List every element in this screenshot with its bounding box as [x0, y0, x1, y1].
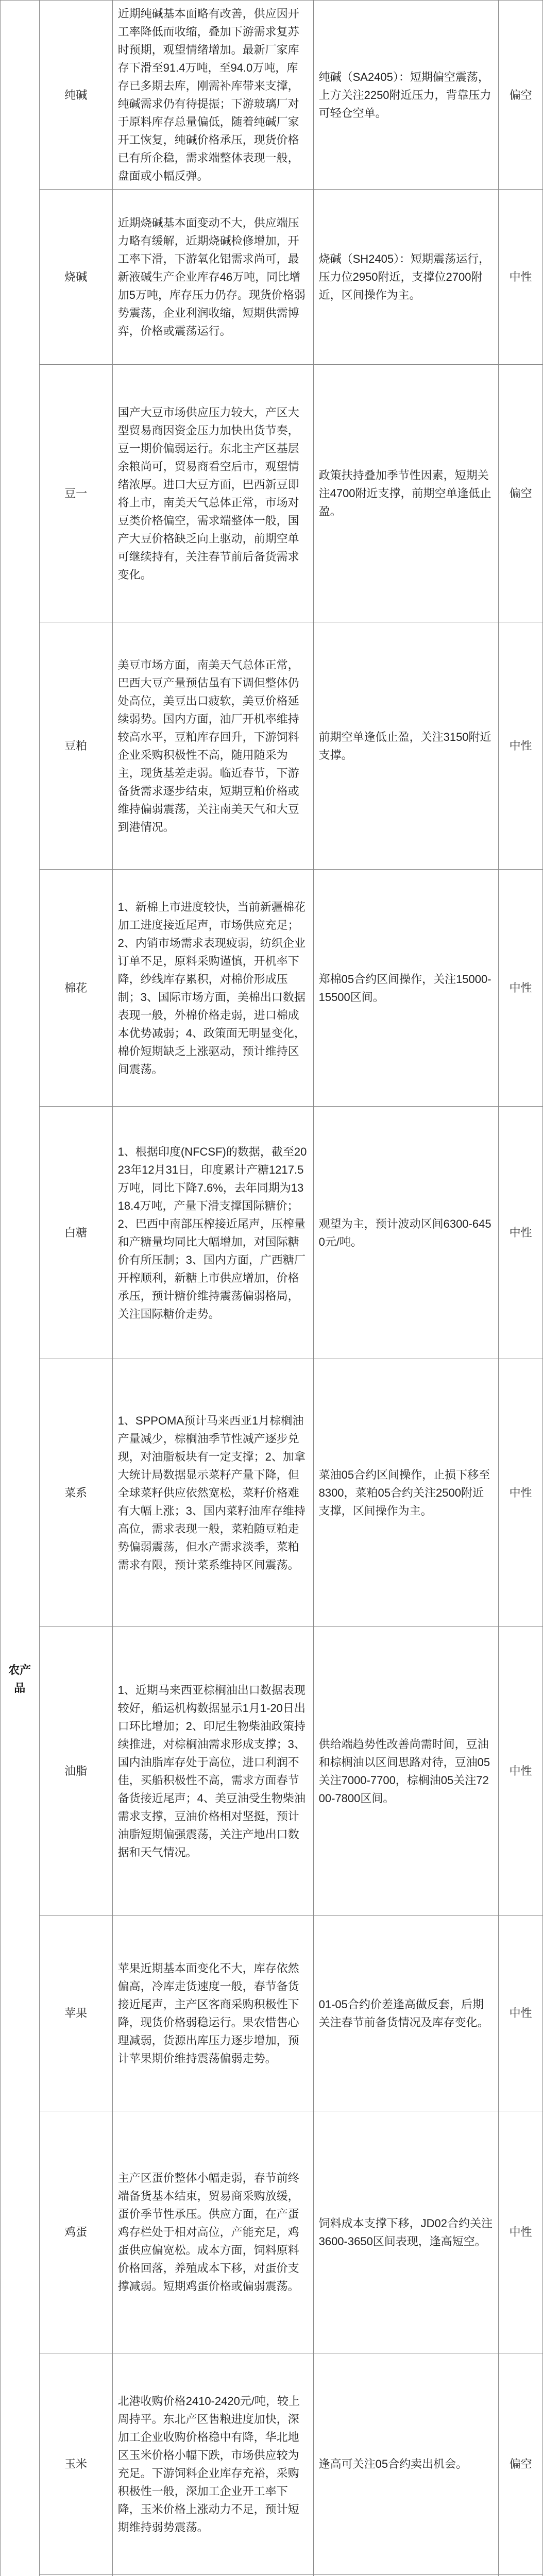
- summary-cell: 1、根据印度(NFCSF)的数据，截至2023年12月31日，印度累计产糖1217.5万吨，同比下降7.6%，去年同期为1318.4万吨，产量下滑支撑国际糖价；2、巴西中南部压榨接近尾声，压榨量和产糖量均同比大幅增加，对国际糖价有所压制；3、国内方面，广西糖厂开榨顺利，新糖上市供应增加，价格承压，预计糖价维持震荡偏弱格局，关注国际糖价走势。: [112, 1107, 313, 1359]
- rating-cell: 偏空: [499, 2353, 543, 2575]
- table-row: [1, 870, 543, 1107]
- strategy-cell: 纯碱（SA2405）：短期偏空震荡，上方关注2250附近压力，背靠压力可轻仓空单。: [313, 1, 499, 190]
- table-row: [1, 365, 543, 622]
- summary-cell: 国产大豆市场供应压力较大，产区大型贸易商因资金压力加快出货节奏，豆一期价偏弱运行。东北主产区基层余粮尚可，贸易商看空后市，观望情绪浓厚。进口大豆方面，巴西新豆即将上市，南美天气总体正常，市场对豆类价格偏空，需求端整体一般，国产大豆价格缺乏向上驱动，前期空单可继续持有，关注春节前后备货需求变化。: [112, 365, 313, 622]
- rating-cell: 中性: [499, 1916, 543, 2111]
- strategy-cell: 观望为主，预计波动区间6300-6450元/吨。: [313, 1107, 499, 1359]
- summary-cell: 美豆市场方面，南美天气总体正常，巴西大豆产量预估虽有下调但整体仍处高位，美豆出口疲软，美豆价格延续弱势。国内方面，油厂开机率维持较高水平，豆粕库存回升，下游饲料企业采购积极性不高，随用随采为主，现货基差走弱。临近春节，下游备货需求逐步结束，短期豆粕价格或维持偏弱震荡，关注南美天气和大豆到港情况。: [112, 622, 313, 870]
- strategy-cell: 烧碱（SH2405）：短期震荡运行，压力位2950附近，支撑位2700附近，区间操作为主。: [313, 190, 499, 365]
- summary-cell: 1、新棉上市进度较快，当前新疆棉花加工进度接近尾声，市场供应充足；2、内销市场需求表现疲弱，纺织企业订单不足，原料采购谨慎，开机率下降，纱线库存累积，对棉价形成压制；3、国际市场方面，美棉出口数据表现一般，外棉价格走弱，进口棉成本优势减弱；4、政策面无明显变化，棉价短期缺乏上涨驱动，预计维持区间震荡。: [112, 870, 313, 1107]
- commodity-name: 苹果: [39, 1916, 112, 2111]
- commodity-name: 白糖: [39, 1107, 112, 1359]
- commodity-name: 油脂: [39, 1627, 112, 1916]
- commodity-name: 纯碱: [39, 1, 112, 190]
- commodity-name: 鸡蛋: [39, 2111, 112, 2353]
- table-row: [1, 1627, 543, 1916]
- strategy-cell: 逢高可关注05合约卖出机会。: [313, 2353, 499, 2575]
- table-row: [1, 190, 543, 365]
- table-row: [1, 1, 543, 190]
- table-row: [1, 1916, 543, 2111]
- table-row: [1, 2353, 543, 2575]
- strategy-cell: 菜油05合约区间操作，止损下移至8300，菜粕05合约关注2500附近支撑，区间操作为主。: [313, 1359, 499, 1627]
- commodity-name: 棉花: [39, 870, 112, 1107]
- commodity-name: 玉米: [39, 2353, 112, 2575]
- rating-cell: 中性: [499, 870, 543, 1107]
- rating-cell: 偏空: [499, 365, 543, 622]
- strategy-cell: 前期空单逢低止盈，关注3150附近支撑。: [313, 622, 499, 870]
- summary-cell: 苹果近期基本面变化不大，库存依然偏高，冷库走货速度一般，春节备货接近尾声，主产区客商采购积极性下降，现货价格弱稳运行。果农惜售心理减弱，货源出库压力逐步增加，预计苹果期价维持震荡偏弱走势。: [112, 1916, 313, 2111]
- rating-cell: 中性: [499, 622, 543, 870]
- table-row: [1, 2111, 543, 2353]
- commodity-name: 豆一: [39, 365, 112, 622]
- summary-cell: 北港收购价格2410-2420元/吨，较上周持平。东北产区售粮进度加快，深加工企业收购价格稳中有降，华北地区玉米价格小幅下跌，市场供应较为充足。下游饲料企业库存充裕，采购积极性一般，深加工企业开工率下降，玉米价格上涨动力不足，预计短期维持弱势震荡。: [112, 2353, 313, 2575]
- category-cell: 农产品: [1, 1, 40, 2576]
- table-row: [1, 1107, 543, 1359]
- summary-cell: 近期纯碱基本面略有改善，供应因开工率降低而收缩，叠加下游需求复苏时预期，观望情绪增加。最新厂家库存下滑至91.4万吨，至94.0万吨，库存已多期去库，刚需补库带来支撑，纯碱需求仍有待提振；下游玻璃厂对于原料库存总量偏低，随着纯碱厂家开工恢复，纯碱价格承压，现货价格已有所企稳，需求端整体表现一般，盘面或小幅反弹。: [112, 1, 313, 190]
- rating-cell: 中性: [499, 190, 543, 365]
- commodity-name: 菜系: [39, 1359, 112, 1627]
- strategy-cell: 饲料成本支撑下移，JD02合约关注3600-3650区间表现，逢高短空。: [313, 2111, 499, 2353]
- summary-cell: 主产区蛋价整体小幅走弱，春节前终端备货基本结束，贸易商采购放缓，蛋价季节性承压。供应方面，在产蛋鸡存栏处于相对高位，产能充足，鸡蛋供应偏宽松。成本方面，饲料原料价格回落，养殖成本下移，对蛋价支撑减弱。短期鸡蛋价格或偏弱震荡。: [112, 2111, 313, 2353]
- rating-cell: 中性: [499, 1359, 543, 1627]
- commodity-name: 烧碱: [39, 190, 112, 365]
- summary-cell: 近期烧碱基本面变动不大，供应端压力略有缓解，近期烧碱检修增加，开工率下滑，下游氧化铝需求尚可，最新液碱生产企业库存46万吨，同比增加5万吨，库存压力仍存。现货价格弱势震荡，企业利润收缩，短期供需博弈，价格或震荡运行。: [112, 190, 313, 365]
- rating-cell: 中性: [499, 1627, 543, 1916]
- strategy-cell: 供给端趋势性改善尚需时间，豆油和棕榈油以区间思路对待，豆油05关注7000-7700，棕榈油05关注7200-7800区间。: [313, 1627, 499, 1916]
- summary-cell: 1、近期马来西亚棕榈油出口数据表现较好，船运机构数据显示1月1-20日出口环比增加；2、印尼生物柴油政策持续推进，对棕榈油需求形成支撑；3、国内油脂库存处于高位，进口利润不佳，买船积极性不高，需求方面春节备货接近尾声；4、美豆油受生物柴油需求支撑，豆油价格相对坚挺，预计油脂短期偏强震荡，关注产地出口数据和天气情况。: [112, 1627, 313, 1916]
- strategy-cell: 01-05合约价差逢高做反套，后期关注春节前备货情况及库存变化。: [313, 1916, 499, 2111]
- commodity-name: 豆粕: [39, 622, 112, 870]
- strategy-cell: 郑棉05合约区间操作，关注15000-15500区间。: [313, 870, 499, 1107]
- strategy-cell: 政策扶持叠加季节性因素，短期关注4700附近支撑，前期空单逢低止盈。: [313, 365, 499, 622]
- table-row: [1, 1359, 543, 1627]
- rating-cell: 中性: [499, 2111, 543, 2353]
- rating-cell: 中性: [499, 1107, 543, 1359]
- rating-cell: 偏空: [499, 1, 543, 190]
- table-row: [1, 622, 543, 870]
- summary-cell: 1、SPPOMA预计马来西亚1月棕榈油产量减少，棕榈油季节性减产逐步兑现，对油脂板块有一定支撑；2、加拿大统计局数据显示菜籽产量下降，但全球菜籽供应依然宽松，菜籽价格难有大幅上涨；3、国内菜籽油库存维持高位，需求表现一般，菜粕随豆粕走势偏弱震荡，但水产需求淡季，菜粕需求有限，预计菜系维持区间震荡。: [112, 1359, 313, 1627]
